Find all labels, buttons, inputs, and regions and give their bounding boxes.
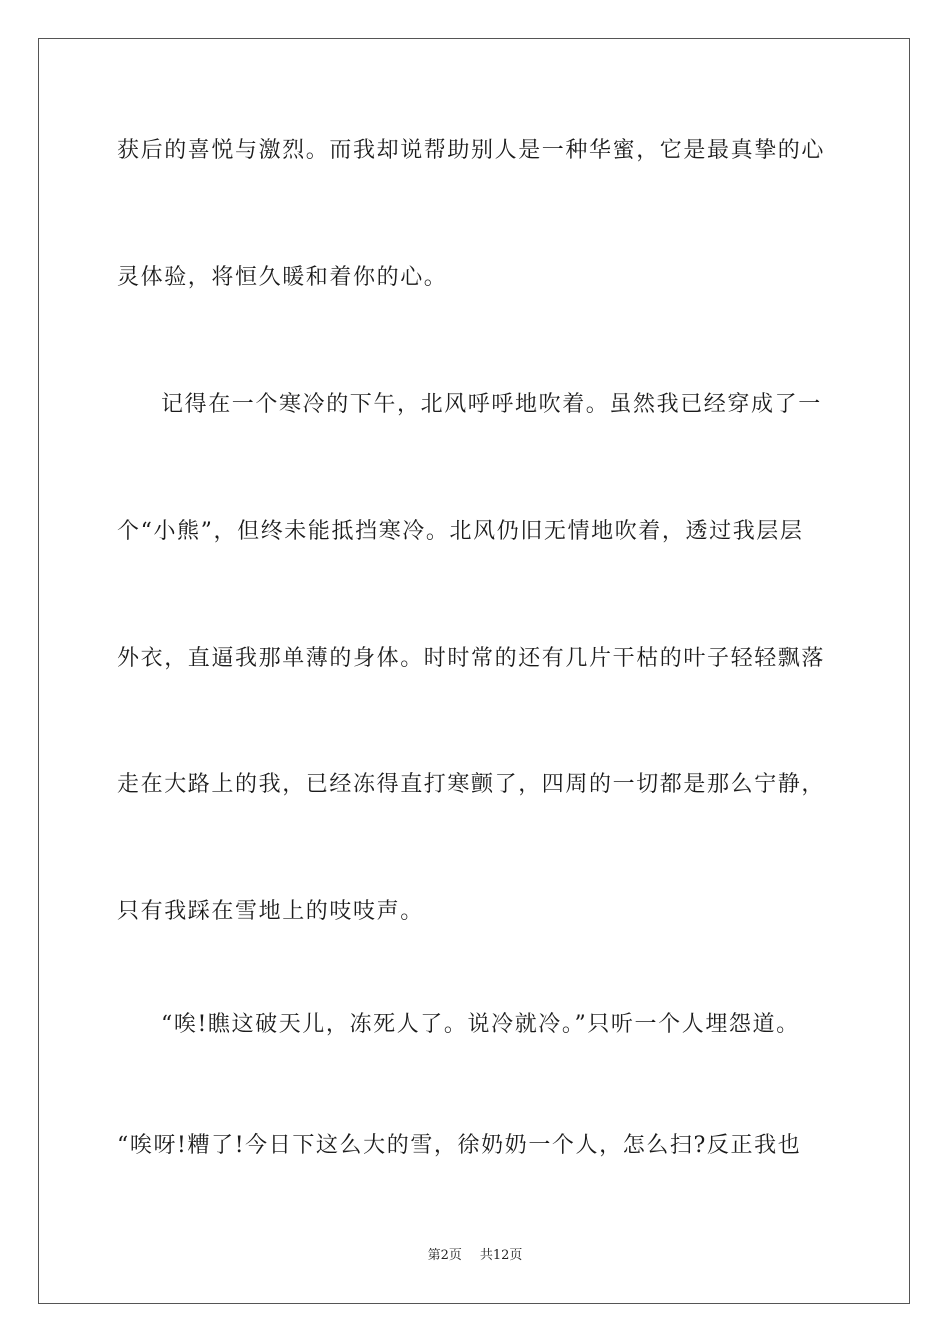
text-line-4: 个“小熊”，但终未能抵挡寒冷。北风仍旧无情地吹着，透过我层层 xyxy=(117,519,804,544)
text-line-1: 获后的喜悦与激烈。而我却说帮助别人是一种华蜜，它是最真挚的心 xyxy=(117,138,826,163)
page-number: 第2页 xyxy=(427,1248,462,1263)
text-line-2: 灵体验，将恒久暖和着你的心。 xyxy=(117,265,448,290)
text-line-9: “唉呀!糟了!今日下这么大的雪，徐奶奶一个人，怎么扫?反正我也 xyxy=(117,1133,802,1158)
text-line-5: 外衣，直逼我那单薄的身体。时时常的还有几片干枯的叶子轻轻飘落 xyxy=(117,646,826,671)
text-line-3: 记得在一个寒冷的下午，北风呼呼地吹着。虽然我已经穿成了一 xyxy=(161,392,822,417)
page-total: 共12页 xyxy=(479,1248,523,1263)
text-line-8: “唉!瞧这破天儿，冻死人了。说冷就冷。”只听一个人埋怨道。 xyxy=(161,1012,800,1037)
page-footer xyxy=(0,1247,950,1265)
text-line-7: 只有我踩在雪地上的吱吱声。 xyxy=(117,899,424,924)
text-line-6: 走在大路上的我，已经冻得直打寒颤了，四周的一切都是那么宁静， xyxy=(117,772,826,797)
